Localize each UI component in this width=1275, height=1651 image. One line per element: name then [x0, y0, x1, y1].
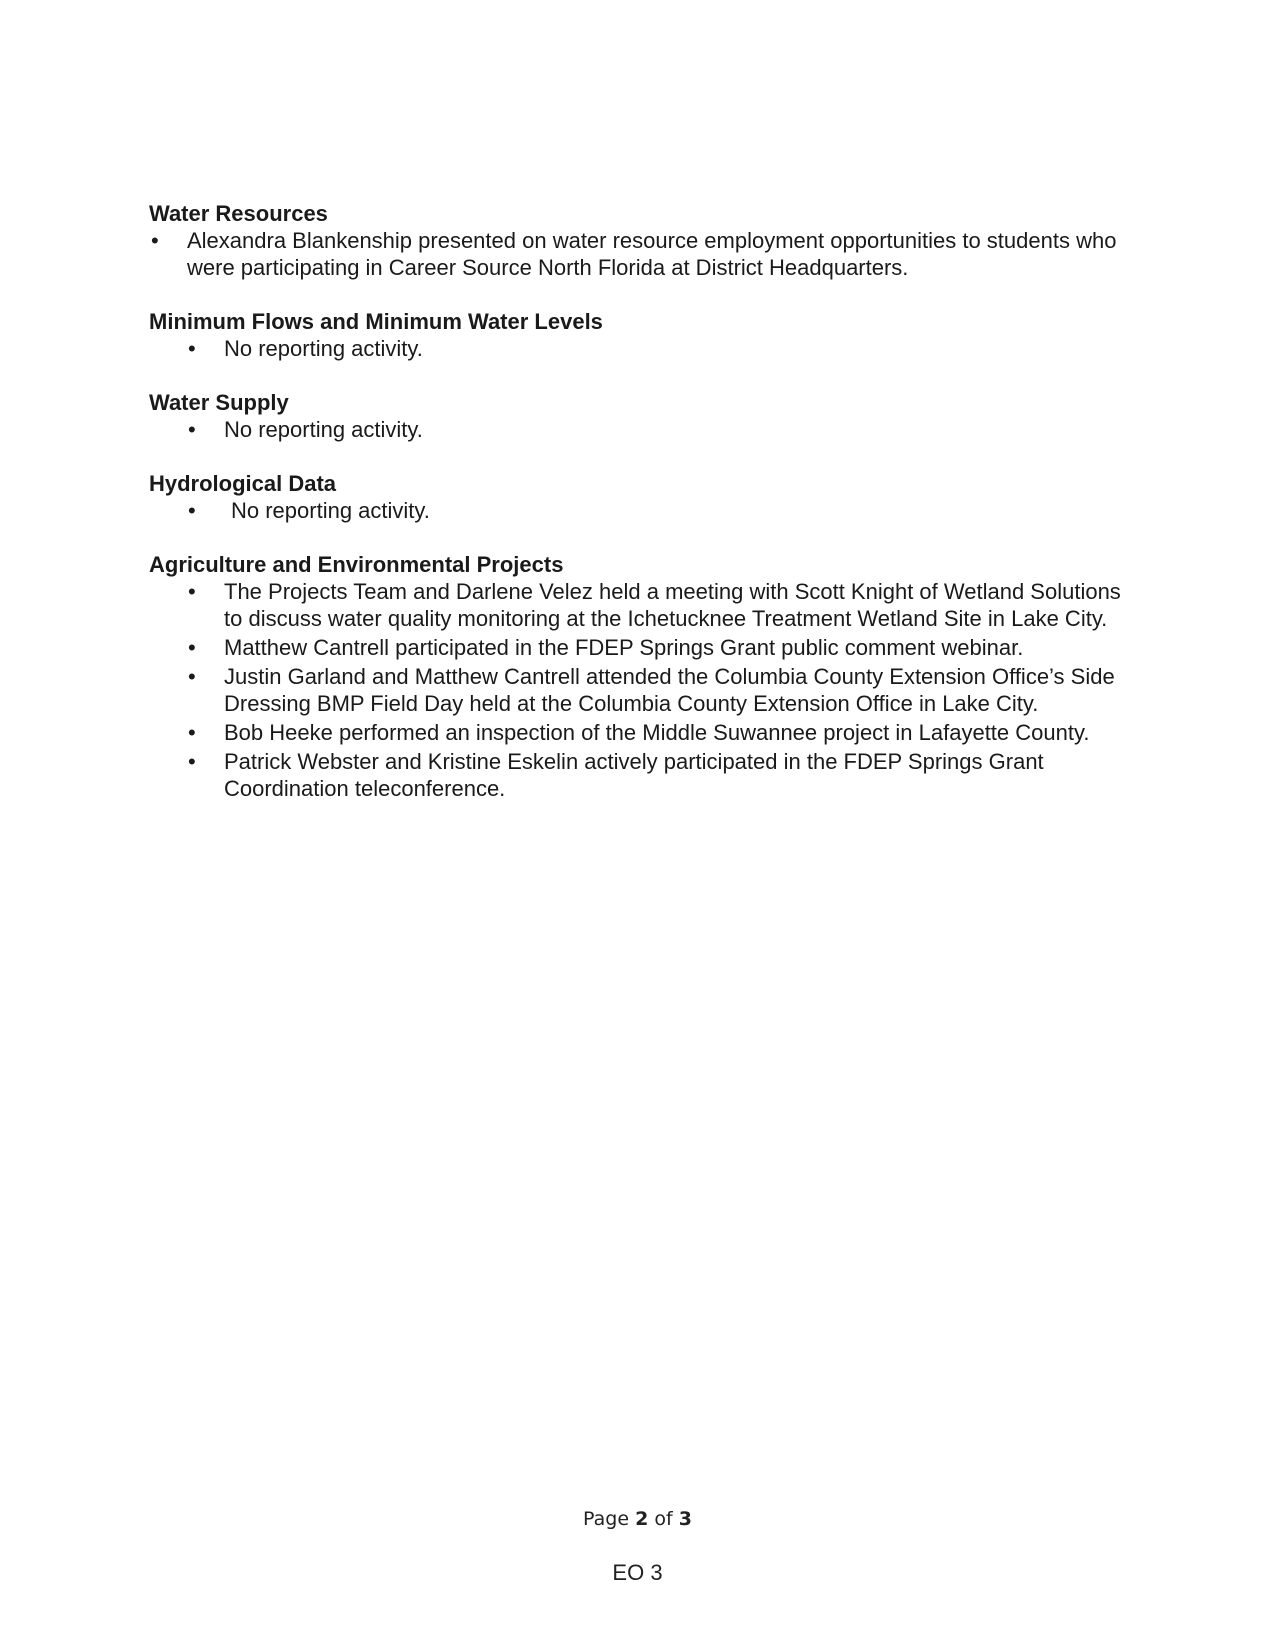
bullet-list: [149, 578, 1129, 802]
bullet-list: [149, 335, 1129, 362]
current-page-number: 2: [635, 1508, 649, 1530]
total-page-number: 3: [678, 1508, 692, 1530]
section-water-supply: [149, 389, 1129, 443]
bullet-icon: •: [188, 635, 196, 660]
bullet-icon: •: [151, 228, 159, 253]
section-minimum-flows: [149, 308, 1129, 362]
bullet-icon: •: [188, 664, 196, 689]
section-heading: Water Resources: [149, 201, 328, 226]
section-heading: Water Supply: [149, 390, 289, 415]
section-heading: Agriculture and Environmental Projects: [149, 552, 564, 577]
page-number-footer: [0, 1508, 1275, 1530]
section-heading: Minimum Flows and Minimum Water Levels: [149, 309, 603, 334]
bullet-list: [149, 416, 1129, 443]
bullet-icon: •: [188, 579, 196, 604]
section-hydrological-data: [149, 470, 1129, 524]
list-item: • No reporting activity.: [188, 498, 430, 523]
section-agriculture-environmental: [149, 551, 1129, 802]
list-item: • No reporting activity.: [188, 336, 423, 361]
list-item: • Justin Garland and Matthew Cantrell attended the Columbia County Extension Office’s Side Dressing BMP Field Day held at the Columbia County Extension Office in Lake City.: [188, 664, 1115, 716]
of-label: of: [654, 1508, 673, 1530]
bullet-icon: •: [188, 417, 196, 442]
list-item: • Bob Heeke performed an inspection of the Middle Suwannee project in Lafayette County.: [188, 720, 1090, 745]
bullet-icon: •: [188, 749, 196, 774]
document-code: EO 3: [612, 1560, 663, 1585]
list-item: • Patrick Webster and Kristine Eskelin actively participated in the FDEP Springs Grant Coordination teleconference.: [188, 749, 1044, 801]
section-water-resources: [149, 200, 1129, 281]
list-item: • Matthew Cantrell participated in the FDEP Springs Grant public comment webinar.: [188, 635, 1024, 660]
section-heading: Hydrological Data: [149, 471, 337, 496]
bullet-icon: •: [188, 720, 196, 745]
bullet-icon: •: [188, 336, 196, 361]
list-item: • Alexandra Blankenship presented on water resource employment opportunities to students who were participating in Career Source North Florida at District Headquarters.: [151, 228, 1117, 280]
document-body: [149, 200, 1129, 829]
list-item: • The Projects Team and Darlene Velez held a meeting with Scott Knight of Wetland Solutions to discuss water quality monitoring at the Ichetucknee Treatment Wetland Site in Lake City.: [188, 579, 1121, 631]
bullet-list: [149, 497, 1129, 524]
list-item: • No reporting activity.: [188, 417, 423, 442]
bullet-icon: •: [188, 498, 196, 523]
page-label: Page: [583, 1508, 630, 1530]
bullet-list: [149, 227, 1129, 281]
